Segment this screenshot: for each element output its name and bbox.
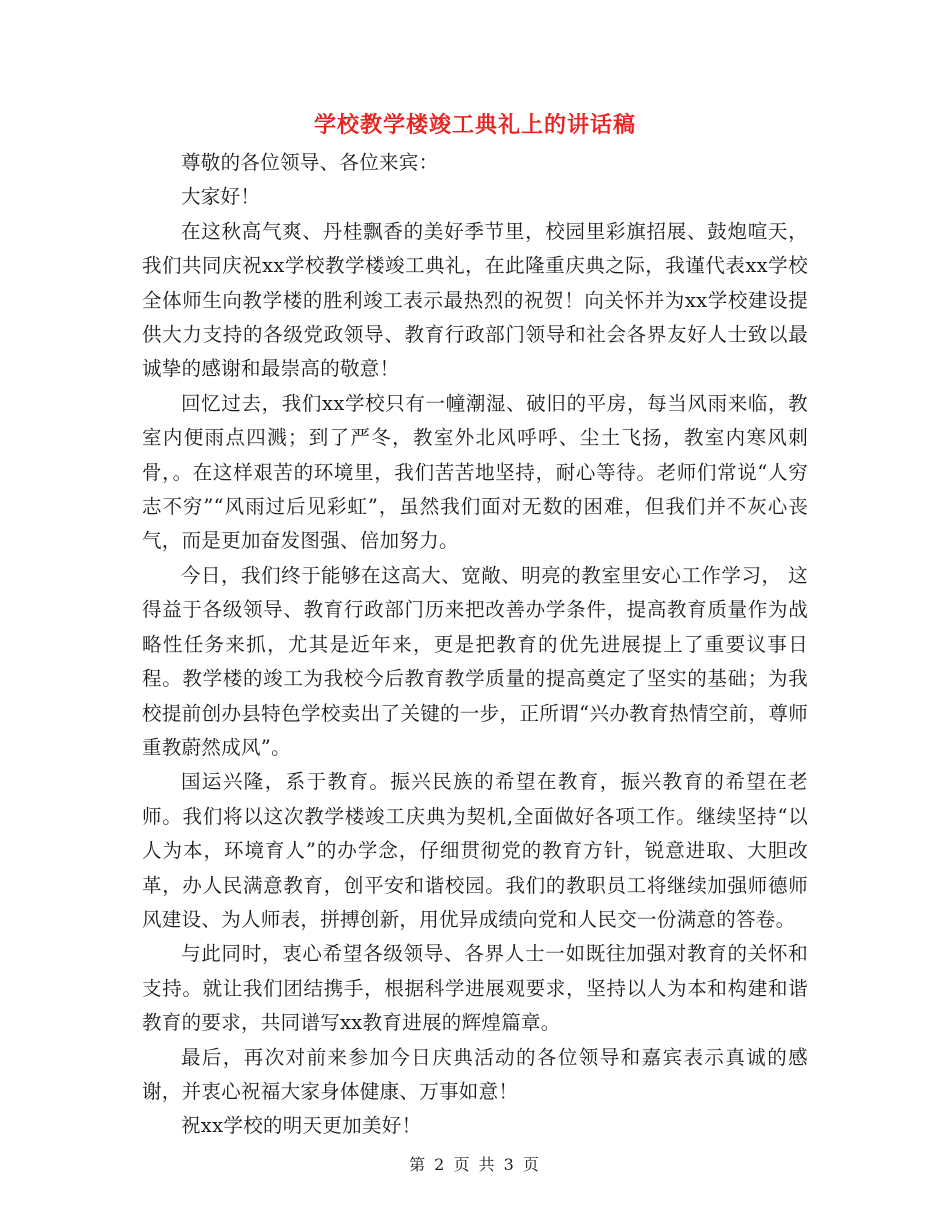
paragraph-past: 回忆过去，我们xx学校只有一幢潮湿、破旧的平房，每当风雨来临，教室内便雨点四溅；到了严冬，教室外北风呼呼、尘土飞扬，教室内寒风刺骨，。在这样艰苦的环境里，我们苦苦地坚持，耐心等待。老师们常说“人穷志不穷”“风雨过后见彩虹”，虽然我们面对无数的困难，但我们并不灰心丧气，而是更加奋发图强、倍加努力。 (142, 391, 808, 553)
paragraph-education: 国运兴隆，系于教育。振兴民族的希望在教育，振兴教育的希望在老师。我们将以这次教学楼竣工庆典为契机,全面做好各项工作。继续坚持“以人为本，环境育人”的办学念，仔细贯彻党的教育方针，锐意进取、大胆改革，办人民满意教育，创平安和谐校园。我们的教职员工将继续加强师德师风建设、为人师表，拼搏创新，用优异成绩向党和人民交一份满意的答卷。 (142, 770, 808, 931)
page-number: 第 2 页 共 3 页 (409, 1155, 541, 1174)
document-body (142, 146, 808, 1144)
paragraph-thanks: 最后，再次对前来参加今日庆典活动的各位领导和嘉宾表示真诚的感谢，并衷心祝福大家身体健康、万事如意！ (142, 1045, 808, 1103)
paragraph-hope: 与此同时，衷心希望各级领导、各界人士一如既往加强对教育的关怀和支持。就让我们团结携手，根据科学进展观要求，坚持以人为本和构建和谐教育的要求，共同谱写xx教育进展的辉煌篇章。 (142, 942, 808, 1035)
document-title: 学校教学楼竣工典礼上的讲话稿 (313, 112, 636, 138)
paragraph-closing: 祝xx学校的明天更加美好！ (181, 1114, 422, 1138)
paragraph-celebration: 在这秋高气爽、丹桂飘香的美好季节里，校园里彩旗招展、鼓炮喧天，我们共同庆祝xx学校教学楼竣工典礼，在此隆重庆典之际，我谨代表xx学校全体师生向教学楼的胜利竣工表示最热烈的祝贺！向关怀并为xx学校建设提供大力支持的各级党政领导、教育行政部门领导和社会各界友好人士致以最诚挚的感谢和最崇高的敬意！ (142, 219, 808, 381)
salutation: 尊敬的各位领导、各位来宾： (181, 151, 439, 174)
greeting: 大家好！ (181, 185, 261, 209)
paragraph-today: 今日，我们终于能够在这高大、宽敞、明亮的教室里安心工作学习， 这得益于各级领导、教育行政部门历来把改善办学条件，提高教育质量作为战略性任务来抓，尤其是近年来，更是把教育的优先进展提上了重要议事日程。教学楼的竣工为我校今后教育教学质量的提高奠定了坚实的基础；为我校提前创办县特色学校卖出了关键的一步，正所谓“兴办教育热情空前，尊师重教蔚然成风”。 (142, 563, 808, 759)
